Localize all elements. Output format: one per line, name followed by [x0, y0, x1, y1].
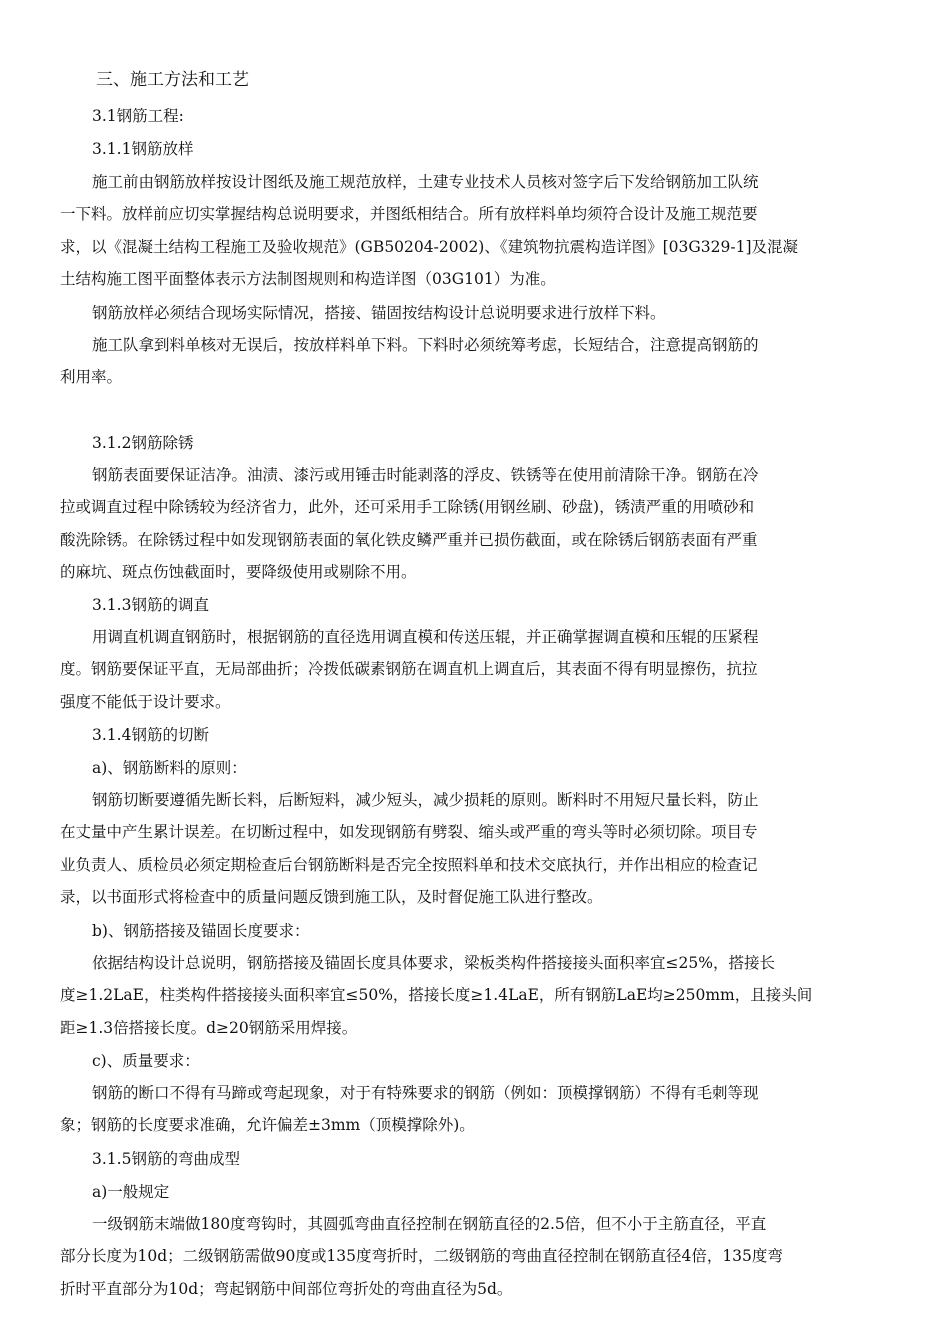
text-line: a)一般规定 — [92, 1183, 170, 1201]
heading-3-1 — [92, 100, 184, 132]
text-line: 3.1钢筋工程: — [92, 107, 184, 125]
text-line: 钢筋切断要遵循先断长料，后断短料，减少短头，减少损耗的原则。断料时不用短尺量长料，防止 — [92, 791, 759, 809]
paragraph-site-conditions — [92, 297, 666, 329]
paragraph-rust-removal — [60, 459, 759, 589]
text-line: 强度不能低于设计要求。 — [60, 692, 231, 711]
text-line: 录，以书面形式将检查中的质量问题反馈到施工队，及时督促施工队进行整改。 — [60, 888, 603, 907]
subheading-lap-anchorage — [92, 915, 309, 947]
text-line: 的麻坑、斑点伤蚀截面时，要降级使用或剔除不用。 — [60, 563, 417, 582]
text-line: 业负责人、质检员必须定期检查后台钢筋断料是否完全按照料单和技术交底执行，并作出相应的检查记 — [60, 855, 758, 874]
text-line: 3.1.3钢筋的调直 — [92, 596, 209, 614]
text-line: b)、钢筋搭接及锚固长度要求： — [92, 922, 310, 940]
text-line: 钢筋的断口不得有马蹄或弯起现象，对于有特殊要求的钢筋（例如：顶模撑钢筋）不得有毛刺等现 — [92, 1084, 759, 1102]
text-line: 施工队拿到料单核对无误后，按放样料单下料。下料时必须统筹考虑，长短结合，注意提高钢筋的 — [92, 336, 759, 354]
text-line: 在丈量中产生累计误差。在切断过程中，如发现钢筋有劈裂、缩头或严重的弯头等时必须切除。项目专 — [60, 823, 758, 842]
section-title: 三、施工方法和工艺 — [96, 70, 249, 90]
text-line: 部分长度为10d；二级钢筋需做90度或135度弯折时，二级钢筋的弯曲直径控制在钢筋直径4倍，135度弯 — [60, 1247, 783, 1266]
text-line: 土结构施工图平面整体表示方法制图规则和构造详图（03G101）为准。 — [60, 270, 556, 289]
text-line: 依据结构设计总说明，钢筋搭接及锚固长度具体要求，梁板类构件搭接接头面积率宜≤25%，搭接长 — [92, 954, 775, 972]
text-line: 象；钢筋的长度要求准确，允许偏差±3mm（顶模撑除外)。 — [60, 1116, 475, 1135]
text-line: 折时平直部分为10d；弯起钢筋中间部位弯折处的弯曲直径为5d。 — [60, 1279, 513, 1298]
paragraph-layout-basis — [60, 166, 798, 296]
text-line: 距≥1.3倍搭接长度。d≥20钢筋采用焊接。 — [60, 1018, 358, 1037]
text-line: 施工前由钢筋放样按设计图纸及施工规范放样，土建专业技术人员核对签字后下发给钢筋加工队统 — [92, 173, 759, 191]
subheading-quality — [92, 1045, 200, 1077]
text-line: 求，以《混凝土结构工程施工及验收规范》(GB50204-2002)、《建筑物抗震构造详图》[03G329-1]及混凝 — [60, 237, 798, 256]
text-line: 一下料。放样前应切实掌握结构总说明要求，并图纸相结合。所有放样料单均须符合设计及施工规范要 — [60, 205, 758, 224]
text-line: 酸洗除锈。在除锈过程中如发现钢筋表面的氧化铁皮鳞严重并已损伤截面，或在除锈后钢筋表面有严重 — [60, 530, 758, 549]
text-line: 度。钢筋要保证平直，无局部曲折；冷拨低碳素钢筋在调直机上调直后，其表面不得有明显擦伤，抗拉 — [60, 660, 758, 679]
subheading-cutting-principle — [92, 752, 247, 784]
text-line: 一级钢筋末端做180度弯钩时，其圆弧弯曲直径控制在钢筋直径的2.5倍，但不小于主筋直径，平直 — [92, 1215, 767, 1233]
paragraph-cutting — [60, 784, 759, 914]
paragraph-straightening — [60, 621, 759, 718]
text-line: 度≥1.2LaE，柱类构件搭接接头面积率宜≤50%，搭接长度≥1.4LaE，所有钢筋LaE均≥250mm，且接头间 — [60, 986, 813, 1005]
text-line: 3.1.4钢筋的切断 — [92, 726, 209, 744]
heading-3-1-3 — [92, 589, 209, 621]
text-line: 钢筋放样必须结合现场实际情况，搭接、锚固按结构设计总说明要求进行放样下料。 — [92, 304, 666, 322]
paragraph-material-use — [60, 329, 759, 394]
paragraph-lap-anchorage — [60, 947, 812, 1044]
heading-3-1-5 — [92, 1143, 240, 1175]
paragraph-quality — [60, 1077, 759, 1142]
text-line: a)、钢筋断料的原则： — [92, 759, 247, 777]
text-line: 用调直机调直钢筋时，根据钢筋的直径选用调直模和传送压辊，并正确掌握调直模和压辊的压紧程 — [92, 628, 759, 646]
text-line: 利用率。 — [60, 368, 123, 387]
heading-3-1-4 — [92, 719, 209, 751]
paragraph-bending — [60, 1208, 783, 1305]
text-line: 3.1.2钢筋除锈 — [92, 434, 194, 452]
heading-3-1-2 — [92, 427, 193, 459]
text-line: 拉或调直过程中除锈较为经济省力，此外，还可采用手工除锈(用钢丝刷、砂盘)，锈渍严重的用喷砂和 — [60, 498, 755, 517]
heading-3-1-1 — [92, 133, 193, 165]
text-line: 3.1.1钢筋放样 — [92, 140, 194, 158]
text-line: 钢筋表面要保证洁净。油渍、漆污或用锤击时能剥落的浮皮、铁锈等在使用前清除干净。钢筋在冷 — [92, 466, 759, 484]
text-line: 3.1.5钢筋的弯曲成型 — [92, 1150, 240, 1168]
subheading-general-rules — [92, 1176, 169, 1208]
text-line: c)、质量要求： — [92, 1052, 200, 1070]
